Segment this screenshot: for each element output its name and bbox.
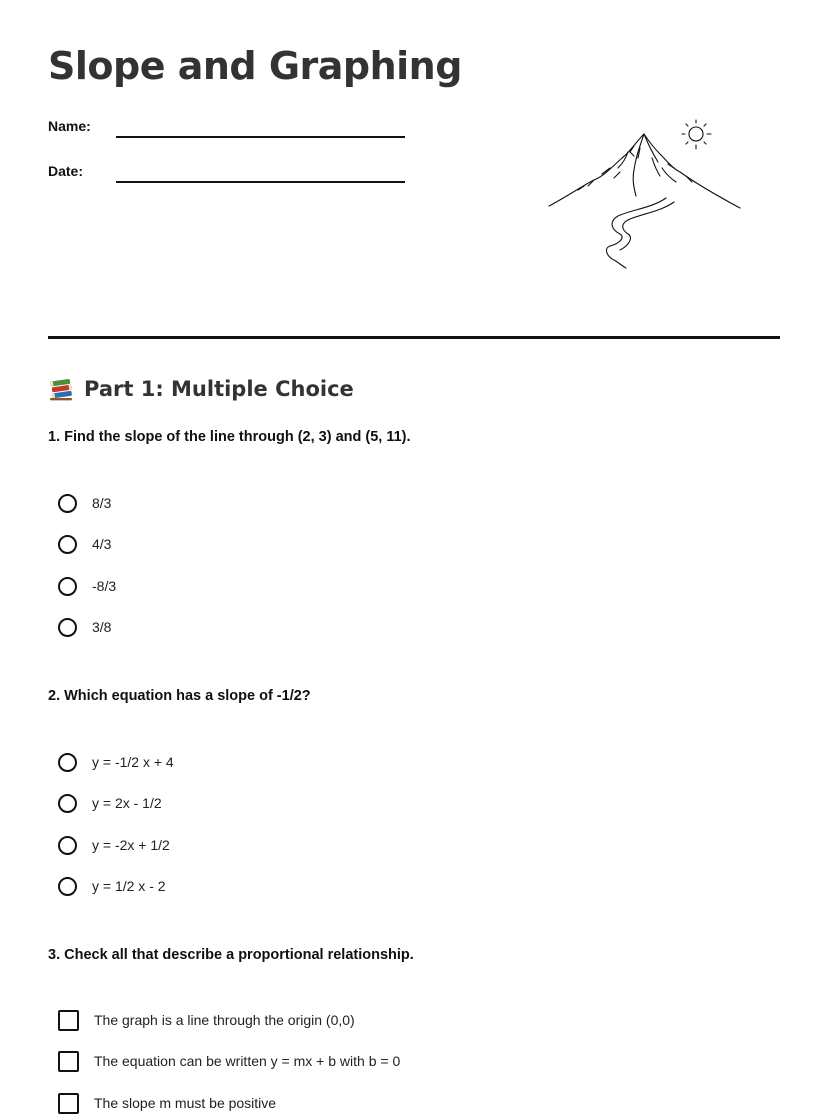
question-1-option-3[interactable] xyxy=(58,574,116,598)
date-input-line[interactable] xyxy=(116,181,405,183)
date-field-row xyxy=(48,163,408,189)
option-label: The graph is a line through the origin (0,0) xyxy=(94,1012,355,1028)
date-label: Date: xyxy=(48,163,84,179)
header-divider xyxy=(48,336,780,339)
question-2-option-4[interactable] xyxy=(58,874,166,898)
question-2-option-1[interactable] xyxy=(58,750,174,774)
books-icon xyxy=(48,375,76,403)
question-3-option-1[interactable] xyxy=(58,1008,355,1032)
question-1-option-4[interactable] xyxy=(58,615,111,639)
radio-button[interactable] xyxy=(58,618,77,637)
question-1-option-2[interactable] xyxy=(58,532,111,556)
question-2-prompt: 2. Which equation has a slope of -1/2? xyxy=(48,688,311,704)
question-3-prompt: 3. Check all that describe a proportional relationship. xyxy=(48,947,414,963)
question-1-prompt: 1. Find the slope of the line through (2, 3) and (5, 11). xyxy=(48,429,411,445)
option-label: 8/3 xyxy=(92,495,112,511)
radio-button[interactable] xyxy=(58,577,77,596)
mountain-sun-icon xyxy=(548,112,748,272)
question-2-option-3[interactable] xyxy=(58,833,170,857)
name-label: Name: xyxy=(48,118,91,134)
option-label: The slope m must be positive xyxy=(94,1095,277,1111)
option-label: 4/3 xyxy=(92,536,112,552)
radio-button[interactable] xyxy=(58,494,77,513)
page-title: Slope and Graphing xyxy=(48,44,462,88)
option-label: 3/8 xyxy=(92,619,112,635)
question-3-option-2[interactable] xyxy=(58,1049,400,1073)
option-label: The equation can be written y = mx + b with b = 0 xyxy=(94,1053,401,1069)
radio-button[interactable] xyxy=(58,794,77,813)
checkbox[interactable] xyxy=(58,1010,79,1031)
radio-button[interactable] xyxy=(58,535,77,554)
name-input-line[interactable] xyxy=(116,136,405,138)
radio-button[interactable] xyxy=(58,753,77,772)
question-2-option-2[interactable] xyxy=(58,791,162,815)
option-label: -8/3 xyxy=(92,578,117,594)
option-label: y = -2x + 1/2 xyxy=(92,837,170,853)
option-label: y = 2x - 1/2 xyxy=(92,795,162,811)
checkbox[interactable] xyxy=(58,1093,79,1114)
name-field-row xyxy=(48,118,408,144)
question-3-option-3[interactable] xyxy=(58,1091,276,1115)
question-1-option-1[interactable] xyxy=(58,491,111,515)
radio-button[interactable] xyxy=(58,836,77,855)
radio-button[interactable] xyxy=(58,877,77,896)
part1-heading xyxy=(48,372,354,406)
option-label: y = -1/2 x + 4 xyxy=(92,754,174,770)
checkbox[interactable] xyxy=(58,1051,79,1072)
option-label: y = 1/2 x - 2 xyxy=(92,878,166,894)
part1-heading-text: Part 1: Multiple Choice xyxy=(84,377,354,401)
